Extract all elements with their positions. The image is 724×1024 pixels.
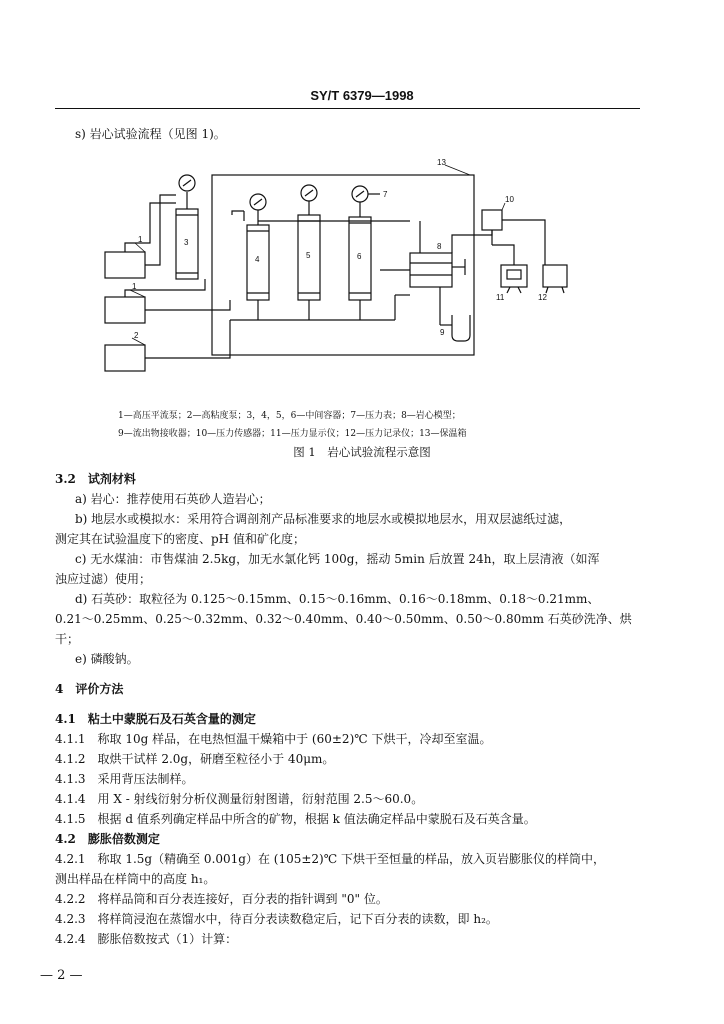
header-rule	[55, 108, 640, 109]
pressure-display-11	[501, 265, 527, 287]
figure-1-diagram	[0, 155, 724, 405]
label-10: 10	[505, 195, 514, 204]
label-8: 8	[437, 242, 442, 251]
item-b-line-1: b) 地层水或模拟水：采用符合调剖剂产品标准要求的地层水或模拟地层水，用双层滤纸过滤，	[75, 512, 572, 526]
clause-4-2-3: 4.2.3 将样筒浸泡在蒸馏水中，待百分表读数稳定后，记下百分表的读数，即 h₂。	[55, 912, 498, 926]
clause-4-1-4: 4.1.4 用 X - 射线衍射分析仪测量衍射图谱，衍射范围 2.5～60.0。	[55, 792, 424, 806]
label-2: 2	[134, 331, 139, 340]
item-c-line-2: 浊应过滤）使用；	[55, 572, 152, 586]
section-4-1-heading: 4.1 粘土中蒙脱石及石英含量的测定	[55, 712, 256, 726]
clause-4-1-3: 4.1.3 采用背压法制样。	[55, 772, 194, 786]
label-11: 11	[496, 293, 505, 302]
pressure-sensor-10	[482, 210, 502, 230]
item-d-line-2: 0.21～0.25mm、0.25～0.32mm、0.32～0.40mm、0.40～0.50mm、0.50～0.80mm 石英砂洗净、烘	[55, 612, 632, 626]
item-a: a) 岩心：推荐使用石英砂人造岩心；	[75, 492, 271, 506]
pressure-recorder-12	[543, 265, 567, 287]
section-3-2-heading: 3.2 试剂材料	[55, 472, 136, 486]
intro-item-s: s) 岩心试验流程（见图 1)。	[75, 127, 226, 141]
figure-legend-line-2: 9—流出物接收器；10—压力传感器；11—压力显示仪；12—压力记录仪；13—保温箱	[118, 429, 467, 439]
label-1b: 1	[132, 282, 137, 291]
high-pressure-pump-1a	[105, 252, 145, 278]
item-d-line-3: 干；	[55, 632, 80, 646]
clause-4-2-1-line-1: 4.2.1 称取 1.5g（精确至 0.001g）在 (105±2)℃ 下烘干至恒量的样品，放入页岩膨胀仪的样筒中，	[55, 852, 605, 866]
core-model-8	[410, 253, 452, 287]
item-e: e) 磷酸钠。	[75, 652, 139, 666]
label-13: 13	[437, 158, 446, 167]
section-4-heading: 4 评价方法	[55, 682, 124, 696]
clause-4-2-1-line-2: 测出样品在样筒中的高度 h₁。	[55, 872, 216, 886]
high-pressure-pump-1b	[105, 297, 145, 323]
item-c-line-1: c) 无水煤油：市售煤油 2.5kg，加无水氯化钙 100g，摇动 5min 后放置 24h，取上层清液（如浑	[75, 552, 600, 566]
high-viscosity-pump-2	[105, 345, 145, 371]
insulation-box-13	[212, 175, 474, 355]
clause-4-1-5: 4.1.5 根据 d 值系列确定样品中所含的矿物，根据 k 值法确定样品中蒙脱石及石英含量。	[55, 812, 536, 826]
label-6: 6	[357, 252, 362, 261]
label-5: 5	[306, 251, 311, 260]
figure-legend-line-1: 1—高压平流泵；2—高粘度泵；3，4，5，6—中间容器；7—压力表；8—岩心模型；	[118, 411, 461, 421]
label-9: 9	[440, 328, 445, 337]
label-1a: 1	[138, 235, 143, 244]
item-b-line-2: 测定其在试验温度下的密度、pH 值和矿化度；	[55, 532, 305, 546]
clause-4-2-4: 4.2.4 膨胀倍数按式（1）计算：	[55, 932, 238, 946]
label-4: 4	[255, 255, 260, 264]
clause-4-1-1: 4.1.1 称取 10g 样品，在电热恒温干燥箱中于 (60±2)℃ 下烘干，冷却至室温。	[55, 732, 492, 746]
section-4-2-heading: 4.2 膨胀倍数测定	[55, 832, 160, 846]
label-7: 7	[383, 190, 388, 199]
item-d-line-1: d) 石英砂：取粒径为 0.125～0.15mm、0.15～0.16mm、0.16～0.18mm、0.18～0.21mm、	[75, 592, 600, 606]
figure-title: 图 1 岩心试验流程示意图	[293, 445, 431, 459]
clause-4-2-2: 4.2.2 将样品筒和百分表连接好，百分表的指针调到 "0" 位。	[55, 892, 388, 906]
label-12: 12	[538, 293, 547, 302]
page-number: — 2 —	[40, 968, 83, 983]
page-header-standard-number: SY/T 6379—1998	[310, 88, 414, 103]
label-3: 3	[184, 238, 189, 247]
effluent-receiver-9	[452, 315, 470, 341]
clause-4-1-2: 4.1.2 取烘干试样 2.0g，研磨至粒径小于 40μm。	[55, 752, 335, 766]
